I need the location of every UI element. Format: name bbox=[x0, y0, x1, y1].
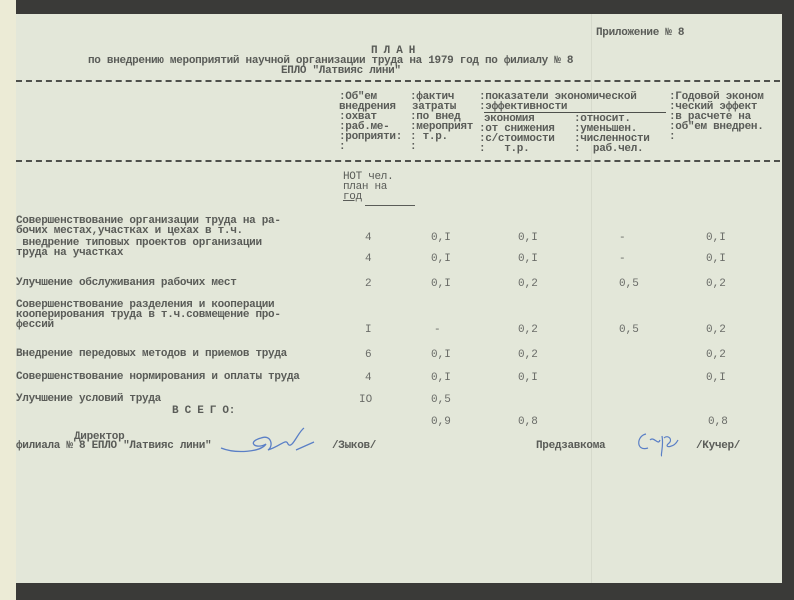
director-signature bbox=[216, 424, 326, 458]
header-bottom-rule bbox=[16, 160, 780, 162]
document-subtitle-1: по внедрению мероприятий научной организации труда на 1979 год по филиалу № 8 bbox=[88, 55, 574, 67]
document-title: П Л А Н bbox=[371, 45, 416, 57]
left-strip bbox=[0, 0, 16, 600]
union-signature bbox=[634, 426, 684, 460]
document-subtitle-2: ЕПЛО "Латвияс лини" bbox=[281, 65, 401, 77]
document-page: Приложение № 8 П Л А Н по внедрению мероприятий научной организации труда на 1979 год по филиалу № 8 ЕПЛО "Латвияс лини" :Об"ем внедрения :охват :раб.ме- :роприяти: : :фактич затраты :по внед :мероприят : т.р. : :показатели экономической :эффективности экономия :от снижения :с/стоимости : т.р. :относит. :уменьшен. :численности : раб.чел. :Годовой эконом :ческий эффект :в расчете на :об"ем внедрен. : НОТ чел. план на год Совершенствование организации труда на ра- бочих местах,участках и цехах в т.ч. 4 0,I 0,I - 0,I внедрение типовых проектов организации труда на участках 4 0,I 0,I - 0,I Улучшение обслуживания рабочих мест 2 0,I 0,2 0,5 0,2 Совершенствование разделения и кооперации кооперирования труда в т.ч.совмещение про- фессий I - 0,2 0,5 0,2 Внедрение передовых методов и приемов труда 6 0,I 0,2 0,2 Совершенствование нормирования и оплаты труда 4 0,I 0,I 0,I Улучшение условий труда IO 0,5 В С Е Г О: 0,9 0,8 0,8 Директор филиала № 8 ЕПЛО "Латвияс лини" /Зыков/ Предзавкома /Кучер/ bbox=[16, 14, 782, 583]
appendix-label: Приложение № 8 bbox=[596, 27, 685, 39]
header-top-rule bbox=[16, 80, 780, 82]
